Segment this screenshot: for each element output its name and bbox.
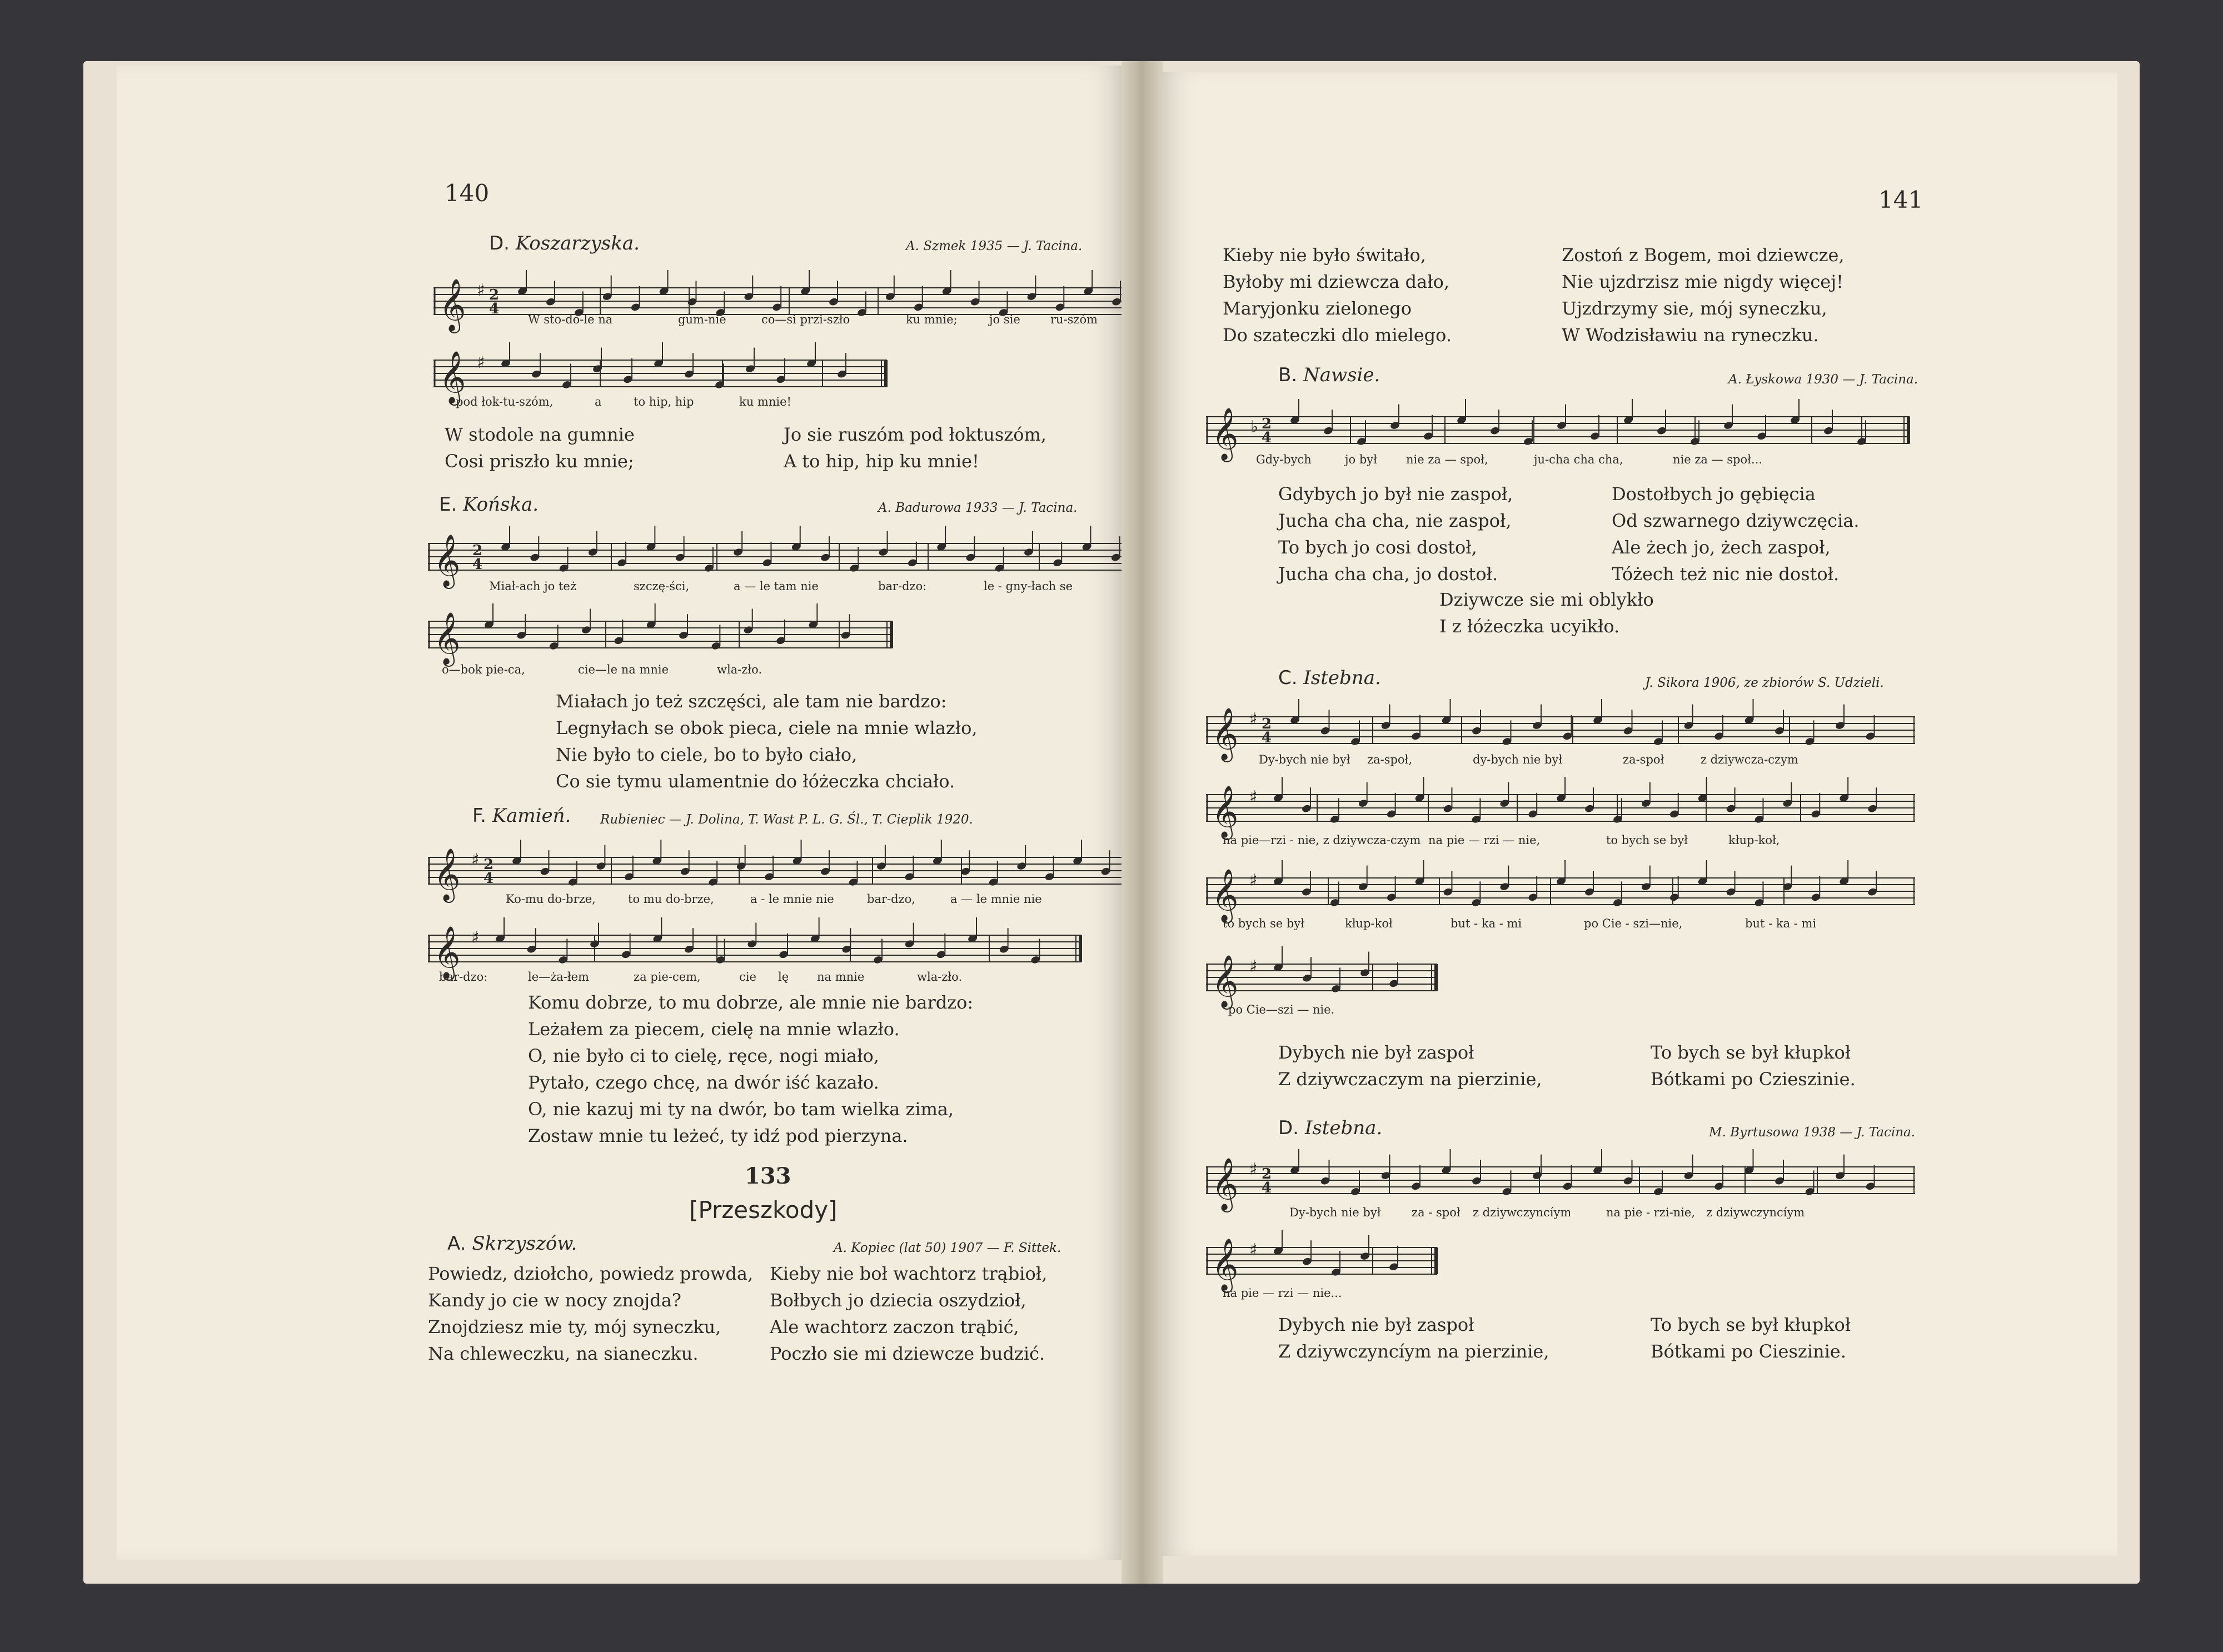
treble-clef-icon: 𝄞 [439, 278, 466, 331]
time-signature: 2 [472, 542, 483, 559]
underlay-text: nie za — społ, [1406, 453, 1488, 466]
time-signature: 4 [1262, 1180, 1272, 1196]
sharp-icon: ♯ [471, 928, 480, 947]
song-number: 133 [745, 1163, 791, 1189]
right-page [1162, 72, 2117, 1556]
underlay-text: ju-cha cha cha, [1534, 453, 1623, 466]
underlay-text: Dy-bych nie był [1289, 1206, 1381, 1219]
underlay-text: szczę-ści, [634, 580, 690, 593]
underlay-text: a — le tam nie [734, 580, 819, 593]
song-title: [Przeszkody] [689, 1196, 838, 1224]
flat-icon: ♭ [1250, 417, 1259, 437]
time-signature: 2 [489, 287, 500, 303]
page-number: 141 [1878, 186, 1923, 213]
music-staff [1206, 942, 1439, 1042]
music-staff [1206, 856, 1917, 956]
staff-svg [1206, 395, 1912, 495]
music-staff [1206, 395, 1912, 495]
underlay-text: but - ka - mi [1451, 917, 1522, 930]
sharp-icon: ♯ [1249, 871, 1258, 890]
underlay-text: po Cie—szi — nie. [1228, 1003, 1335, 1016]
open-book [83, 61, 2140, 1584]
left-page [117, 66, 1123, 1560]
underlay-text: nie za — społ... [1673, 453, 1762, 466]
underlay-text: to bych se był [1223, 917, 1305, 930]
treble-clef-icon: 𝄞 [433, 612, 461, 665]
underlay-text: a - le mnie nie [750, 892, 834, 906]
sharp-icon: ♯ [1249, 710, 1258, 729]
time-signature: 4 [489, 301, 500, 317]
section-source: A. Badurowa 1933 — J. Tacina. [878, 501, 1078, 515]
underlay-text: le—ża-łem [528, 970, 589, 984]
treble-clef-icon: 𝄞 [433, 848, 461, 901]
lyrics-center: Dziywcze sie mi oblykło I z łóżeczka ucyikło. [1439, 589, 1654, 637]
underlay-text: to mu do-brze, [628, 892, 714, 906]
section-source: M. Byrtusowa 1938 — J. Tacina. [1709, 1125, 1916, 1140]
underlay-text: bar-dzo: [878, 580, 927, 593]
underlay-text: Gdy-bych [1256, 453, 1312, 466]
underlay-text: Miał-ach jo też [489, 580, 576, 593]
underlay-text: bar-dzo: [439, 970, 488, 984]
time-signature: 2 [484, 856, 494, 873]
time-signature: 4 [1262, 430, 1272, 446]
section-source: J. Sikora 1906, ze zbiorów S. Udzieli. [1645, 676, 1884, 690]
underlay-text: to hip, hip [634, 395, 694, 408]
lyrics-right: Dostołbych jo gębięcia Od szwarnego dziywczęcia. Ale żech jo, żech zaspoł, Tóżech też nic nie dostoł. [1612, 483, 1860, 585]
underlay-text: le - gny-łach se [984, 580, 1073, 593]
section-heading: E. Końska. [439, 493, 539, 516]
underlay-text: o—bok pie-ca, [442, 663, 525, 676]
staff-svg [1206, 1225, 1439, 1325]
underlay-text: a — le mnie nie [950, 892, 1042, 906]
underlay-text: na pie — rzi — nie... [1223, 1286, 1342, 1300]
underlay-text: za-społ, [1367, 753, 1413, 766]
treble-clef-icon: 𝄞 [1212, 407, 1239, 460]
music-staff [1206, 1225, 1439, 1325]
treble-clef-icon: 𝄞 [1212, 1157, 1239, 1210]
sharp-icon: ♯ [1249, 787, 1258, 807]
underlay-text: wla-zło. [717, 663, 762, 676]
section-source: A. Łyskowa 1930 — J. Tacina. [1728, 372, 1918, 387]
sharp-icon: ♯ [471, 850, 480, 870]
underlay-text: na pie — rzi — nie, [1428, 834, 1541, 847]
underlay-text: za-społ [1623, 753, 1664, 766]
underlay-text: ku mnie! [739, 395, 791, 408]
underlay-text: cie—le na mnie [578, 663, 669, 676]
underlay-text: kłup-koł [1345, 917, 1393, 930]
section-heading: D. Koszarzyska. [489, 232, 640, 254]
underlay-text: wla-zło. [917, 970, 963, 984]
treble-clef-icon: 𝄞 [433, 534, 461, 587]
time-signature: 2 [1262, 716, 1272, 732]
underlay-text: na pie—rzi - nie, z dziywcza-czym [1223, 834, 1421, 847]
underlay-text: jo sie [989, 313, 1020, 326]
underlay-text: pod łok-tu-szóm, [456, 395, 554, 408]
underlay-text: cie [739, 970, 756, 984]
section-source: A. Kopiec (lat 50) 1907 — F. Sittek. [834, 1241, 1061, 1255]
book-spine [1122, 61, 1163, 1584]
treble-clef-icon: 𝄞 [1212, 869, 1239, 921]
underlay-text: Ko-mu do-brze, [506, 892, 596, 906]
underlay-text: jo był [1345, 453, 1377, 466]
music-staff [428, 599, 895, 699]
underlay-text: za pie-cem, [634, 970, 701, 984]
underlay-text: za - społ [1412, 1206, 1461, 1219]
section-source: A. Szmek 1935 — J. Tacina. [906, 239, 1083, 253]
time-signature: 4 [1262, 730, 1272, 746]
staff-svg [1206, 942, 1439, 1042]
underlay-text: dy-bych nie był [1473, 753, 1563, 766]
underlay-text: co—si przi-szło [761, 313, 850, 326]
lyrics-left: Kieby nie było świtało, Byłoby mi dziewcza dało, Maryjonku zielonego Do szateczki dlo mielego. [1223, 244, 1452, 346]
treble-clef-icon: 𝄞 [1212, 1238, 1239, 1291]
section-heading: D. Istebna. [1278, 1117, 1383, 1139]
section-heading: A. Skrzyszów. [447, 1232, 577, 1255]
treble-clef-icon: 𝄞 [1212, 785, 1239, 838]
treble-clef-icon: 𝄞 [439, 351, 466, 403]
underlay-text: z dziywcza-czym [1701, 753, 1798, 766]
underlay-text: z dziywczyncíym [1706, 1206, 1805, 1219]
lyrics-right: To bych se był kłupkoł Bótkami po Czieszinie. [1651, 1042, 1856, 1090]
underlay-text: kłup-koł, [1728, 834, 1780, 847]
lyrics-left: Gdybych jo był nie zaspoł, Jucha cha cha, nie zaspoł, To bych jo cosi dostoł, Jucha cha cha, jo dostoł. [1278, 483, 1513, 585]
underlay-text: but - ka - mi [1745, 917, 1817, 930]
section-heading: B. Nawsie. [1278, 364, 1380, 386]
time-signature: 2 [1262, 1166, 1272, 1182]
lyrics-left: Powiedz, dziołcho, powiedz prowda, Kandy jo cie w nocy znojda? Znojdziesz mie ty, mój syneczku, Na chleweczku, na sianeczku. [428, 1263, 754, 1364]
underlay-text: a [595, 395, 602, 408]
underlay-text: z dziywczyncíym [1473, 1206, 1572, 1219]
underlay-text: na pie - rzi-nie, [1606, 1206, 1696, 1219]
lyrics-right: To bych se był kłupkoł Bótkami po Cieszinie. [1651, 1314, 1851, 1362]
lyrics-left: Dybych nie był zaspoł Z dziywczyncíym na pierzinie, [1278, 1314, 1549, 1362]
sharp-icon: ♯ [1249, 1240, 1258, 1260]
underlay-text: W sto-do-le na [528, 313, 613, 326]
section-heading: C. Istebna. [1278, 667, 1381, 689]
time-signature: 4 [484, 870, 494, 887]
underlay-text: gum-nie [678, 313, 726, 326]
page-number: 140 [445, 179, 490, 207]
underlay-text: lę [778, 970, 789, 984]
treble-clef-icon: 𝄞 [1212, 707, 1239, 760]
underlay-text: to bych se był [1606, 834, 1688, 847]
time-signature: 4 [472, 556, 483, 573]
lyrics-right: Zostoń z Bogem, moi dziewcze, Nie ujzdrzisz mie nigdy więcej! Ujzdrzymy sie, mój syneczku, W Wodzisławiu na ryneczku. [1562, 244, 1845, 346]
lyrics-right: Jo sie ruszóm pod łoktuszóm, A to hip, hip ku mnie! [784, 424, 1046, 472]
underlay-text: na mnie [817, 970, 865, 984]
lyrics-block: Komu dobrze, to mu dobrze, ale mnie nie bardzo: Leżałem za piecem, cielę na mnie wlazło. O, nie było ci to cielę, ręce, nogi miało, Pytało, czego chcę, na dwór iść kazało. O, nie kazuj mi ty na dwór, bo tam wielka zima, Zostaw mnie tu leżeć, ty idź pod pierzyna. [528, 992, 974, 1146]
section-heading: F. Kamień. [472, 805, 571, 827]
sharp-icon: ♯ [477, 353, 485, 372]
underlay-text: bar-dzo, [867, 892, 915, 906]
section-source: Rubieniec — J. Dolina, T. Wast P. L. G. Śl., T. Cieplik 1920. [600, 812, 973, 827]
staff-svg [1206, 856, 1917, 956]
staff-svg [428, 599, 895, 699]
underlay-text: ru-szóm [1050, 313, 1098, 326]
underlay-text: po Cie - szi—nie, [1584, 917, 1683, 930]
underlay-text: Dy-bych nie był [1259, 753, 1350, 766]
lyrics-left: W stodole na gumnie Cosi priszło ku mnie; [445, 424, 635, 472]
lyrics-right: Kieby nie boł wachtorz trąbioł, Bołbych jo dziecia oszydzioł, Ale wachtorz zaczon trąbić, Poczło sie mi dziewcze budzić. [770, 1263, 1048, 1364]
sharp-icon: ♯ [477, 281, 485, 300]
treble-clef-icon: 𝄞 [1212, 955, 1239, 1007]
treble-clef-icon: 𝄞 [433, 926, 461, 979]
sharp-icon: ♯ [1249, 1160, 1258, 1179]
lyrics-left: Dybych nie był zaspoł Z dziywczaczym na pierzinie, [1278, 1042, 1542, 1090]
lyrics-block: Miałach jo też szczęści, ale tam nie bardzo: Legnyłach se obok pieca, ciele na mnie wlazło, Nie było to ciele, bo to było ciało, Co sie tymu ulamentnie do łóżeczka chciało. [556, 691, 978, 792]
time-signature: 2 [1262, 416, 1272, 432]
sharp-icon: ♯ [1249, 957, 1258, 976]
underlay-text: ku mnie; [906, 313, 958, 326]
